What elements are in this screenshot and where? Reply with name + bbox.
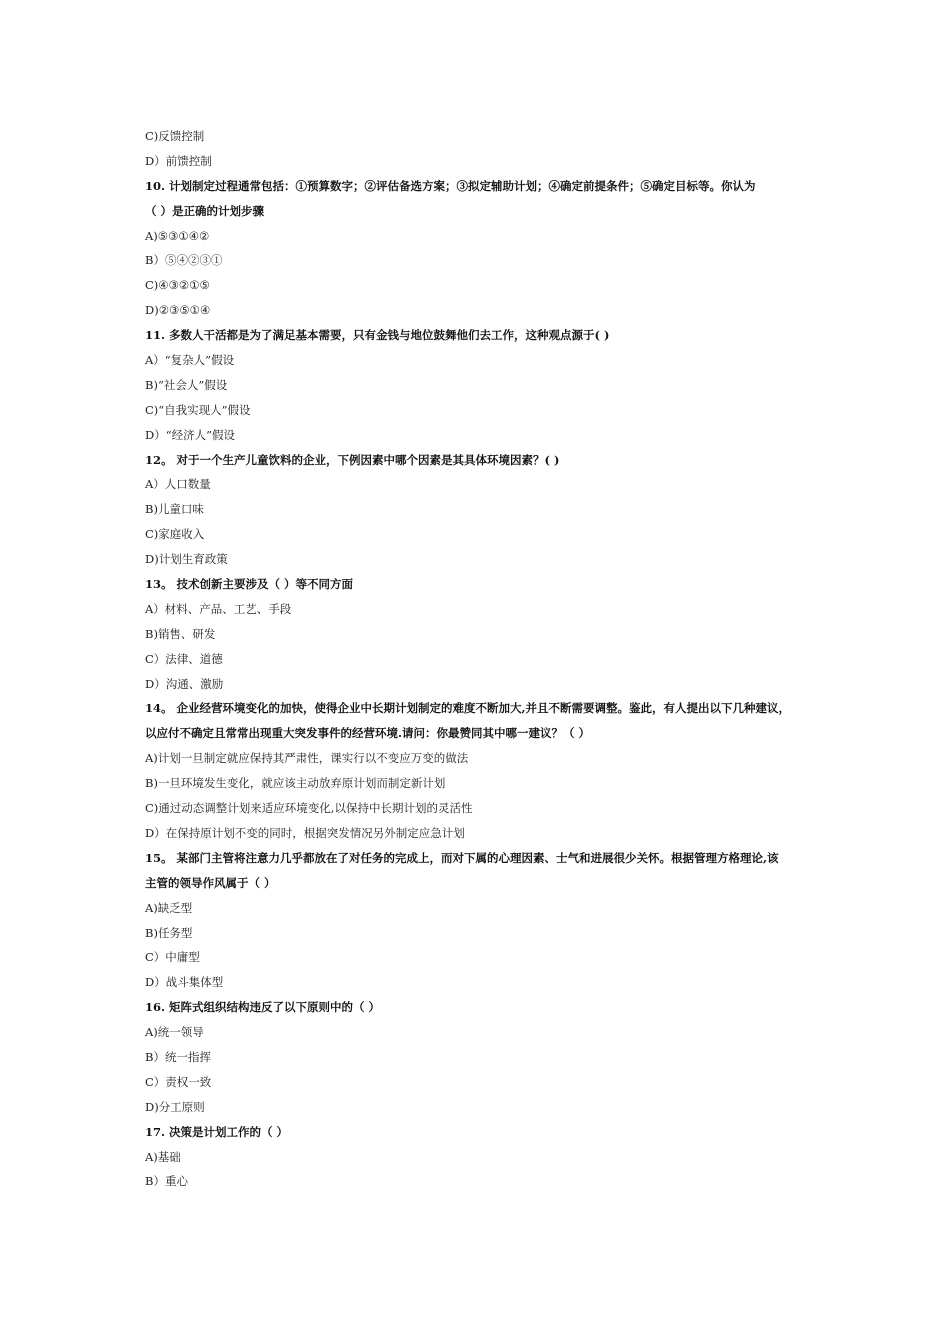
answer-option: D）在保持原计划不变的同时，根据突发情况另外制定应急计划 [145,825,465,840]
answer-option: B）⑤④②③① [145,253,223,268]
answer-option: C)“自我实现人”假设 [145,402,251,417]
answer-option: B）统一指挥 [145,1049,211,1064]
question-text: 13。 技术创新主要涉及（ ）等不同方面 [145,577,354,592]
answer-option: B)一旦环境发生变化，就应该主动放弃原计划而制定新计划 [145,776,446,791]
answer-option: A)⑤③①④② [145,228,210,243]
answer-option: D）战斗集体型 [145,975,224,990]
answer-option: D)②③⑤①④ [145,303,211,318]
answer-option: C)④③②①⑤ [145,278,210,293]
question-text: 10. 计划制定过程通常包括：①预算数字；②评估备选方案；③拟定辅助计划；④确定前提条件；⑤确定目标等。你认为 [145,178,756,193]
answer-option: A)计划一旦制定就应保持其严肃性，课实行以不变应万变的做法 [145,751,469,766]
answer-option: C）法律、道德 [145,651,223,666]
answer-option: D)计划生育政策 [145,552,228,567]
answer-option: A）“复杂人”假设 [145,353,235,368]
answer-option: C）责权一致 [145,1074,212,1089]
answer-option: B)任务型 [145,925,193,940]
answer-option: A)统一领导 [145,1025,204,1040]
answer-option: A)基础 [145,1149,181,1164]
answer-option: C)反馈控制 [145,129,205,143]
answer-option: C）中庸型 [145,950,200,965]
document-body [145,124,825,1194]
question-text: 12。 对于一个生产儿童饮料的企业，下例因素中哪个因素是其具体环境因素？( ) [145,452,560,467]
question-text: 16. 矩阵式组织结构违反了以下原则中的（ ） [145,1000,381,1015]
question-text: 以应付不确定且常常出现重大突发事件的经营环境.请问：你最赞同其中哪一建议？（ ） [145,726,591,741]
question-text: 14。 企业经营环境变化的加快，使得企业中长期计划制定的难度不断加大,并且不断需要调整。鉴此，有人提出以下几种建议， [145,701,791,716]
answer-option: B)儿童口味 [145,502,204,517]
question-text: 主管的领导作风属于（ ） [145,875,276,890]
answer-option: D）“经济人”假设 [145,427,235,442]
answer-option: A)缺乏型 [145,900,193,915]
answer-option: B）重心 [145,1174,188,1189]
answer-option: C)家庭收入 [145,527,205,542]
question-text: 11. 多数人干活都是为了满足基本需要，只有金钱与地位鼓舞他们去工作，这种观点源于( ) [145,328,610,343]
answer-option: D）沟通、激励 [145,676,224,691]
question-text: （ ）是正确的计划步骤 [145,203,265,218]
answer-option: D)分工原则 [145,1099,205,1114]
answer-option: D）前馈控制 [145,153,212,168]
answer-option: A）人口数量 [145,477,211,492]
answer-option: B)“社会人”假设 [145,377,228,392]
answer-option: B)销售、研发 [145,626,216,641]
question-text: 17. 决策是计划工作的（ ） [145,1124,289,1139]
answer-option: A）材料、产品、工艺、手段 [145,601,292,616]
answer-option: C)通过动态调整计划来适应环境变化,以保持中长期计划的灵活性 [145,801,473,816]
question-text: 15。 某部门主管将注意力几乎都放在了对任务的完成上，而对下属的心理因素、士气和进展很少关怀。根据管理方格理论,该 [145,850,779,865]
